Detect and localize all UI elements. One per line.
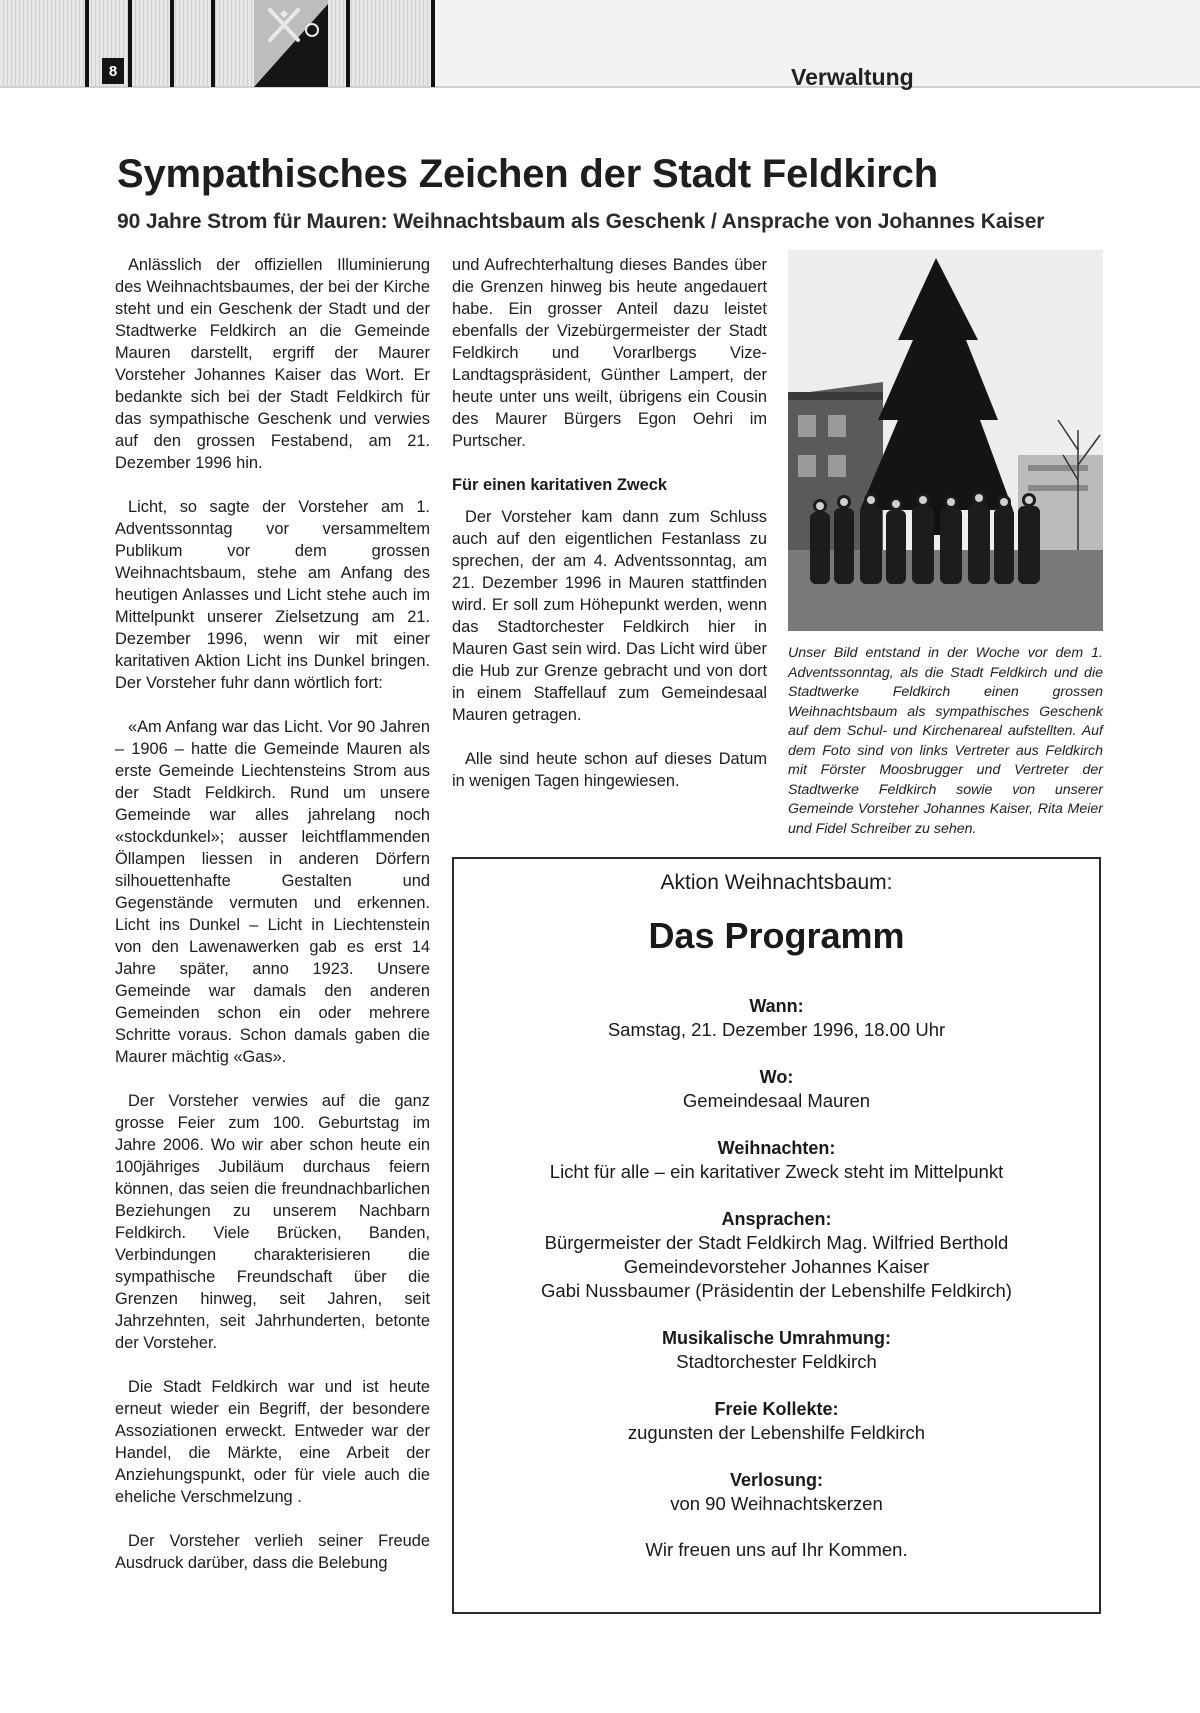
program-item — [454, 1397, 1099, 1445]
program-item — [454, 1207, 1099, 1303]
header-grid-pattern — [0, 0, 435, 87]
left-text-column — [115, 254, 430, 1596]
program-title: Das Programm — [648, 915, 905, 956]
paragraph: und Aufrechterhaltung dieses Bandes über die Grenzen hinweg bis heute angedauert habe. Ein grosser Anteil dazu leistet ebenfalls der Vizebürgermeister der Stadt Feldkirch und Vorarlbergs Vize-Landtagspräsident, Günther Lampert, der heute unter uns weilt, übrigens ein Cousin des Maurer Bürgers Egon Oehri im Purtscher. — [452, 256, 767, 450]
header-rule — [0, 86, 1200, 88]
program-item-value: zugunsten der Lebenshilfe Feldkirch — [627, 1422, 926, 1443]
program-item-value: Bürgermeister der Stadt Feldkirch Mag. Wilfried Berthold — [544, 1232, 1009, 1253]
program-item-label: Musikalische Umrahmung: — [661, 1328, 892, 1348]
program-item-label: Wo: — [759, 1067, 794, 1087]
header-divider — [431, 0, 435, 87]
program-item-label: Weihnachten: — [717, 1138, 836, 1158]
program-box — [452, 857, 1101, 1614]
paragraph: Der Vorsteher verwies auf die ganz grosse Feier zum 100. Geburtstag im Jahre 2006. Wo wir aber schon heute ein 100jähriges Jubiläum durchaus feiern können, das seien die freundnachbarlichen Beziehungen zu unserem Nachbarn Feldkirch. Viele Brücken, Banden, Verbindungen charakterisieren die sympathische Freundschaft über die Grenzen hinweg, seit Jahren, seit Jahrzehnten, seit Jahrhunderten, betonte der Vorsteher. — [115, 1092, 430, 1352]
program-item — [454, 1136, 1099, 1184]
program-item-value: Stadtorchester Feldkirch — [676, 1351, 877, 1372]
program-closing: Wir freuen uns auf Ihr Kommen. — [645, 1539, 908, 1560]
program-item-value: Licht für alle – ein karitativer Zweck steht im Mittelpunkt — [549, 1161, 1004, 1182]
header-divider — [211, 0, 215, 87]
program-items — [454, 994, 1099, 1561]
paragraph: Alle sind heute schon auf dieses Datum in wenigen Tagen hingewiesen. — [452, 750, 767, 790]
paragraph: Anlässlich der offiziellen Illuminierung des Weihnachtsbaumes, der bei der Kirche steht und ein Geschenk der Stadt und der Stadtwerke Feldkirch an die Gemeinde Mauren darstellt, ergriff der Maurer Vorsteher Johannes Kaiser das Wort. Er bedankte sich bei der Stadt Feldkirch für das sympathische Geschenk und verwies auf den grossen Festabend, am 21. Dezember 1996 hin. — [115, 256, 430, 472]
paragraph: Der Vorsteher kam dann zum Schluss auch auf den eigentlichen Festanlass zu sprechen, der am 4. Adventssonntag, am 21. Dezember 1996 in Mauren stattfinden wird. Er soll zum Höhepunkt werden, wenn das Stadtorchester Feldkirch hier in Mauren Gast sein wird. Das Licht wird über die Hub zur Grenze gebracht und von dort in einem Staffellauf zum Gemeindesaal Mauren getragen. — [452, 508, 767, 724]
program-item — [454, 1065, 1099, 1113]
section-heading: Für einen karitativen Zweck — [452, 476, 667, 494]
quote-paragraph: «Am Anfang war das Licht. Vor 90 Jahren – 1906 – hatte die Gemeinde Mauren als erste Gemeinde Liechtensteins Strom aus der Stadt Feldkirch. Rund um unsere Gemeinde war alles jahrelang noch «stockdunkel»; ausser leichtflammenden Öllampen liessen in anderen Dörfern silhouettenhafte Gestalten und Gegenstände vermuten und erkennen. Licht ins Dunkel – Licht in Liechtenstein von den Lawenawerken gab es erst 14 Jahre später, anno 1923. Unsere Gemeinde war damals den anderen Gemeinden schon ein oder mehrere Schritte voraus. Schon damals gaben die Maurer mächtig «Gas». — [115, 718, 430, 1066]
coat-of-arms-logo — [254, 0, 328, 87]
middle-text-column — [452, 254, 767, 814]
program-item-value: Gabi Nussbaumer (Präsidentin der Lebenshilfe Feldkirch) — [541, 1280, 1012, 1301]
paragraph: Licht, so sagte der Vorsteher am 1. Adventssonntag vor versammeltem Publikum vor dem grossen Weihnachtsbaum, stehe am Anfang des heutigen Anlasses und Licht stehe auch im Mittelpunkt unserer Zielsetzung am 21. Dezember 1996, wenn wir mit einer karitativen Aktion Licht ins Dunkel bringen. Der Vorsteher fuhr dann wörtlich fort: — [115, 498, 430, 692]
program-kicker: Aktion Weihnachtsbaum: — [660, 871, 893, 894]
page-number: 8 — [102, 58, 124, 84]
header-divider — [85, 0, 89, 87]
article-subheadline: 90 Jahre Strom für Mauren: Weihnachtsbaum als Geschenk / Ansprache von Johannes Kaiser — [117, 210, 1045, 233]
program-item — [454, 1468, 1099, 1516]
christmas-tree-photo — [788, 250, 1103, 631]
program-item-value: von 90 Weihnachtskerzen — [670, 1493, 883, 1514]
photo-caption: Unser Bild entstand in der Woche vor dem 1. Adventssonntag, als die Stadt Feldkirch und die Stadtwerke Feldkirch einen grossen Weihnachtsbaum als sympathisches Geschenk auf dem Schul- und Kirchenareal aufstellten. Auf dem Foto sind von links Vertreter aus Feldkirch mit Förster Moosbrugger und Vertreter der Stadtwerke Feldkirch sowie von unserer Gemeinde Vorsteher Johannes Kaiser, Rita Meier und Fidel Schreiber zu sehen. — [788, 645, 1103, 837]
paragraph: Der Vorsteher verlieh seiner Freude Ausdruck darüber, dass die Belebung — [115, 1532, 430, 1572]
program-item-label: Verlosung: — [729, 1470, 823, 1490]
program-item-label: Wann: — [749, 996, 804, 1016]
header-divider — [346, 0, 350, 87]
header-divider — [128, 0, 132, 87]
program-item-label: Ansprachen: — [721, 1209, 832, 1229]
header-divider — [170, 0, 174, 87]
paragraph: Die Stadt Feldkirch war und ist heute erneut wieder ein Begriff, der besondere Assoziationen erweckt. Entweder war der Handel, die Märkte, eine Arbeit der Anziehungspunkt, oder für viele auch die eheliche Verschmelzung . — [115, 1378, 430, 1506]
program-item — [454, 1326, 1099, 1374]
article-headline: Sympathisches Zeichen der Stadt Feldkirch — [117, 152, 938, 196]
program-item-label: Freie Kollekte: — [714, 1399, 839, 1419]
section-label: Verwaltung — [791, 64, 914, 90]
program-item-value: Gemeindesaal Mauren — [682, 1090, 871, 1111]
program-item-value: Gemeindevorsteher Johannes Kaiser — [623, 1256, 930, 1277]
program-item — [454, 994, 1099, 1042]
program-item-value: Samstag, 21. Dezember 1996, 18.00 Uhr — [607, 1019, 946, 1040]
